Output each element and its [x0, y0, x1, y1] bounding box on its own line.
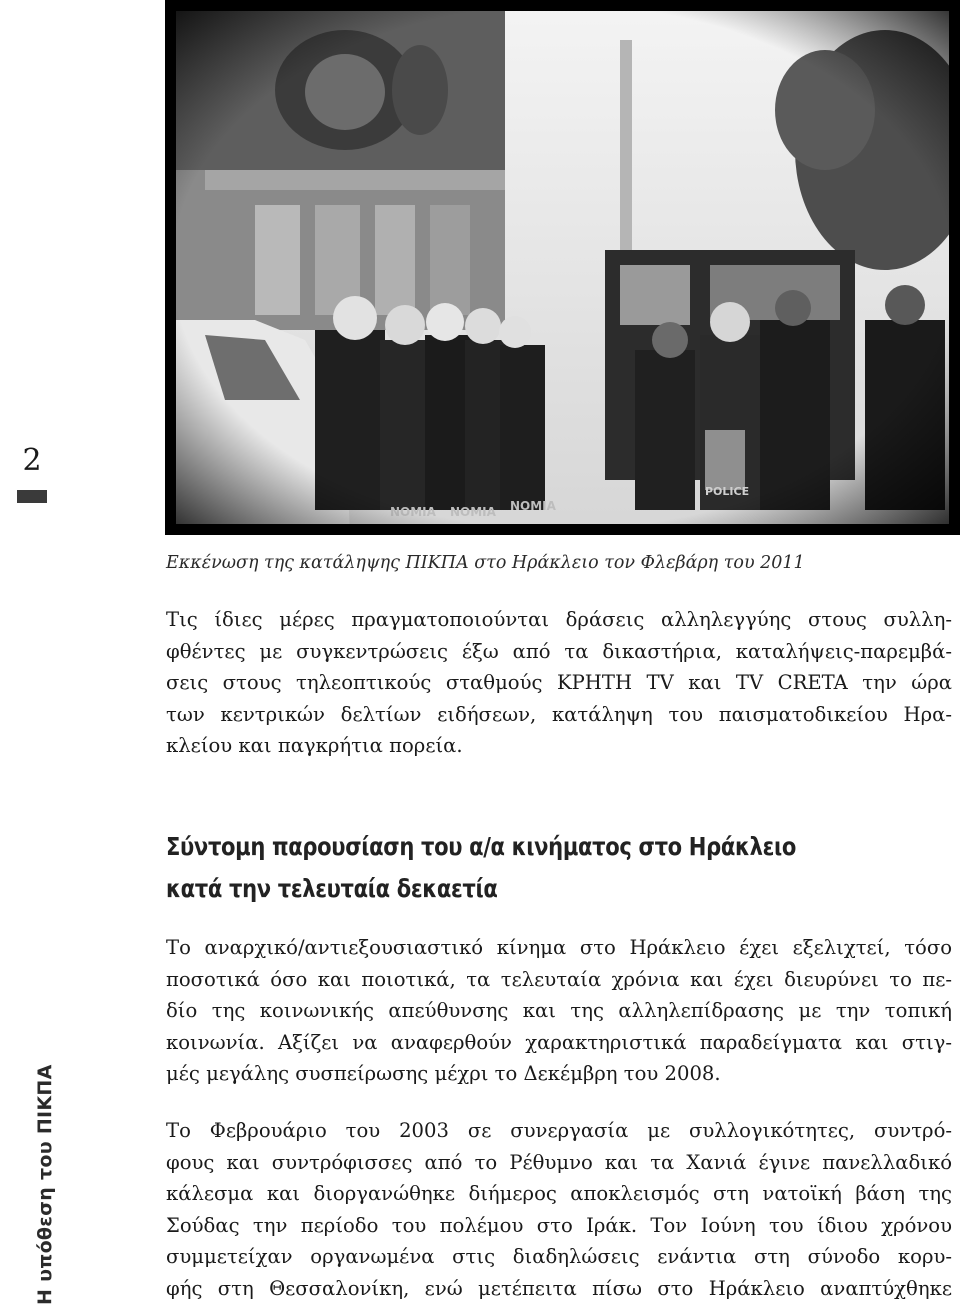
text-line: συμμετείχαν οργανωμένα στις διαδηλώσεις ενάντια στη σύνοδο κορυ- [166, 1245, 952, 1268]
intro-paragraph [166, 604, 952, 762]
heading-line: κατά την τελευταία δεκαετία [166, 874, 498, 903]
text-line: φους και συντρόφισσες από το Ρέθυμνο και τα Χανιά έγινε πανελλαδικό [166, 1150, 952, 1174]
running-title [14, 1040, 54, 1305]
page-number: 2 [22, 443, 42, 478]
text-line: φής στη Θεσσαλονίκη, ενώ μετέπειτα πίσω στο Ηράκλειο αναπτύχθηκε [166, 1276, 952, 1300]
text-line: Σούδας την περίοδο του πολέμου στο Ιράκ. Τον Ιούνη του ίδιου χρόνου [166, 1213, 952, 1237]
text-line: δίο της κοινωνικής απεύθυνσης και της αλληλεπίδρασης με την τοπική [166, 999, 952, 1022]
text-line: των κεντρικών δελτίων ειδήσεων, κατάληψη του παισματοδικείου Ηρα- [166, 702, 952, 726]
text-line: σεις στους τηλεοπτικούς σταθμούς ΚΡΗΤΗ TV και TV CRETA την ώρα [166, 671, 952, 694]
text-line: Το Φεβρουάριο του 2003 σε συνεργασία με συλλογικότητες, συντρό- [166, 1119, 952, 1142]
page-number-rule [17, 490, 47, 503]
eviction-photo [165, 0, 960, 535]
text-line: κάλεσμα και διοργανώθηκε διήμερος αποκλεισμός στη νατοϊκή βάση της [166, 1182, 952, 1205]
text-line: κοινωνία. Αξίζει να αναφερθούν χαρακτηριστικά παραδείγματα και στιγ- [166, 1030, 952, 1054]
text-line: Τις ίδιες μέρες πραγματοποιούνται δράσεις αλληλεγγύης στους συλλη- [166, 608, 952, 631]
eviction-photo-illustration [165, 0, 960, 535]
text-line: Το αναρχικό/αντιεξουσιαστικό κίνημα στο Ηράκλειο έχει εξελιχτεί, τόσο [166, 936, 952, 959]
section-paragraph-2 [166, 1115, 952, 1304]
text-line: κλείου και παγκρήτια πορεία. [166, 734, 463, 757]
heading-line: Σύντομη παρουσίαση του α/α κινήματος στο Ηράκλειο [166, 832, 796, 861]
running-title-text: Η υπόθεση του ΠΙΚΠΑ [34, 1064, 56, 1305]
section-paragraph-1 [166, 932, 952, 1090]
text-line: φθέντες με συγκεντρώσεις έξω από τα δικαστήρια, καταλήψεις-παρεμβά- [166, 639, 952, 663]
text-line: ποσοτικά όσο και ποιοτικά, τα τελευταία χρόνια και έχει διευρύνει το πε- [166, 967, 952, 991]
photo-caption: Εκκένωση της κατάληψης ΠΙΚΠΑ στο Ηράκλειο τον Φλεβάρη του 2011 [166, 553, 805, 573]
text-line: μές μεγάλης συσπείρωσης μέχρι το Δεκέμβρη του 2008. [166, 1062, 721, 1085]
section-heading [166, 826, 837, 910]
